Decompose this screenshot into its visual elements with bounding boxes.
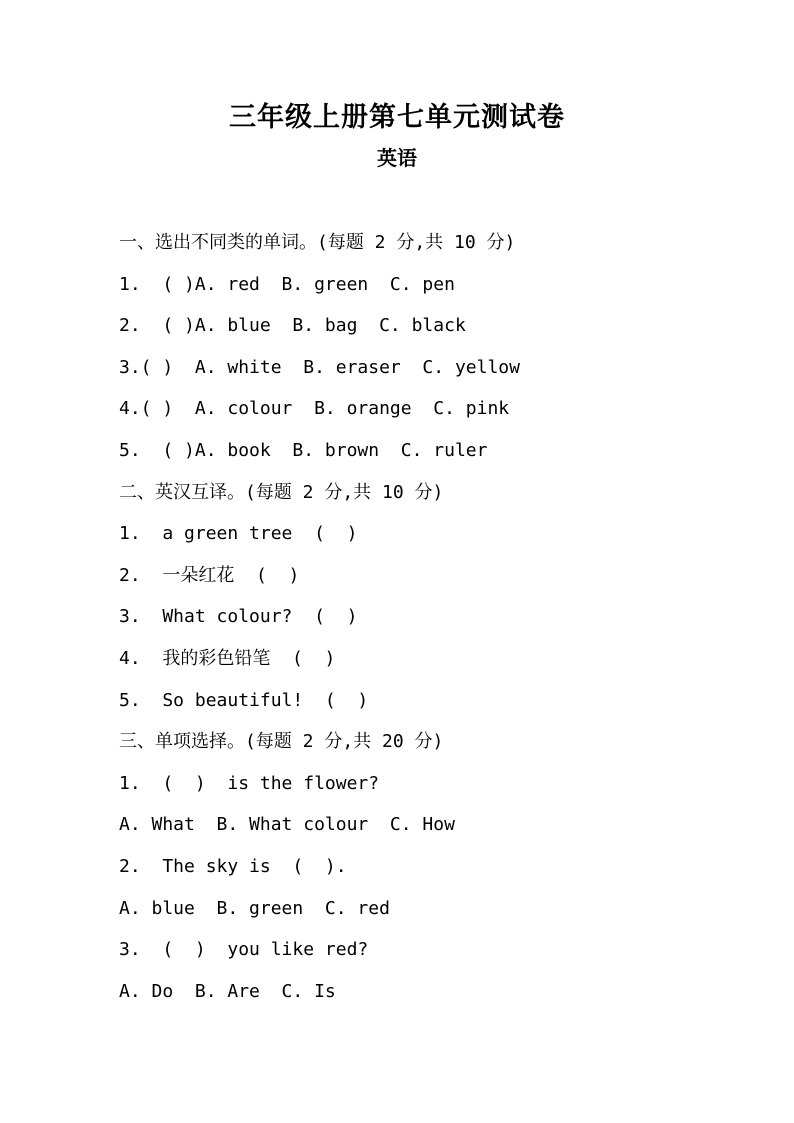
section-2-heading: 二、英汉互译。(每题 2 分,共 10 分) bbox=[119, 481, 444, 503]
question-item: 3.( ) A. white B. eraser C. yellow bbox=[119, 356, 520, 378]
question-item: 2. The sky is ( ). bbox=[119, 855, 347, 877]
section-3-heading: 三、单项选择。(每题 2 分,共 20 分) bbox=[119, 731, 444, 753]
exam-body bbox=[119, 222, 759, 1012]
answer-options: A. blue B. green C. red bbox=[119, 897, 390, 919]
question-item: 1. ( ) is the flower? bbox=[119, 772, 380, 794]
subject-subtitle: 英语 bbox=[377, 146, 417, 170]
section-1-heading: 一、选出不同类的单词。(每题 2 分,共 10 分) bbox=[119, 232, 516, 253]
question-item: 1. ( )A. red B. green C. pen bbox=[119, 273, 455, 295]
question-item: 4.( ) A. colour B. orange C. pink bbox=[119, 398, 510, 420]
answer-options: A. What B. What colour C. How bbox=[119, 814, 455, 836]
question-item: 3. ( ) you like red? bbox=[119, 939, 369, 961]
question-item: 4. 我的彩色铅笔 ( ) bbox=[119, 647, 336, 669]
question-item: 3. What colour? ( ) bbox=[119, 606, 358, 628]
question-item: 2. ( )A. blue B. bag C. black bbox=[119, 315, 466, 337]
question-item: 5. ( )A. book B. brown C. ruler bbox=[119, 439, 488, 461]
question-item: 5. So beautiful! ( ) bbox=[119, 689, 369, 711]
question-item: 2. 一朵红花 ( ) bbox=[119, 564, 300, 586]
page-title: 三年级上册第七单元测试卷 bbox=[229, 102, 565, 133]
answer-options: A. Do B. Are C. Is bbox=[119, 980, 336, 1002]
question-item: 1. a green tree ( ) bbox=[119, 523, 358, 545]
